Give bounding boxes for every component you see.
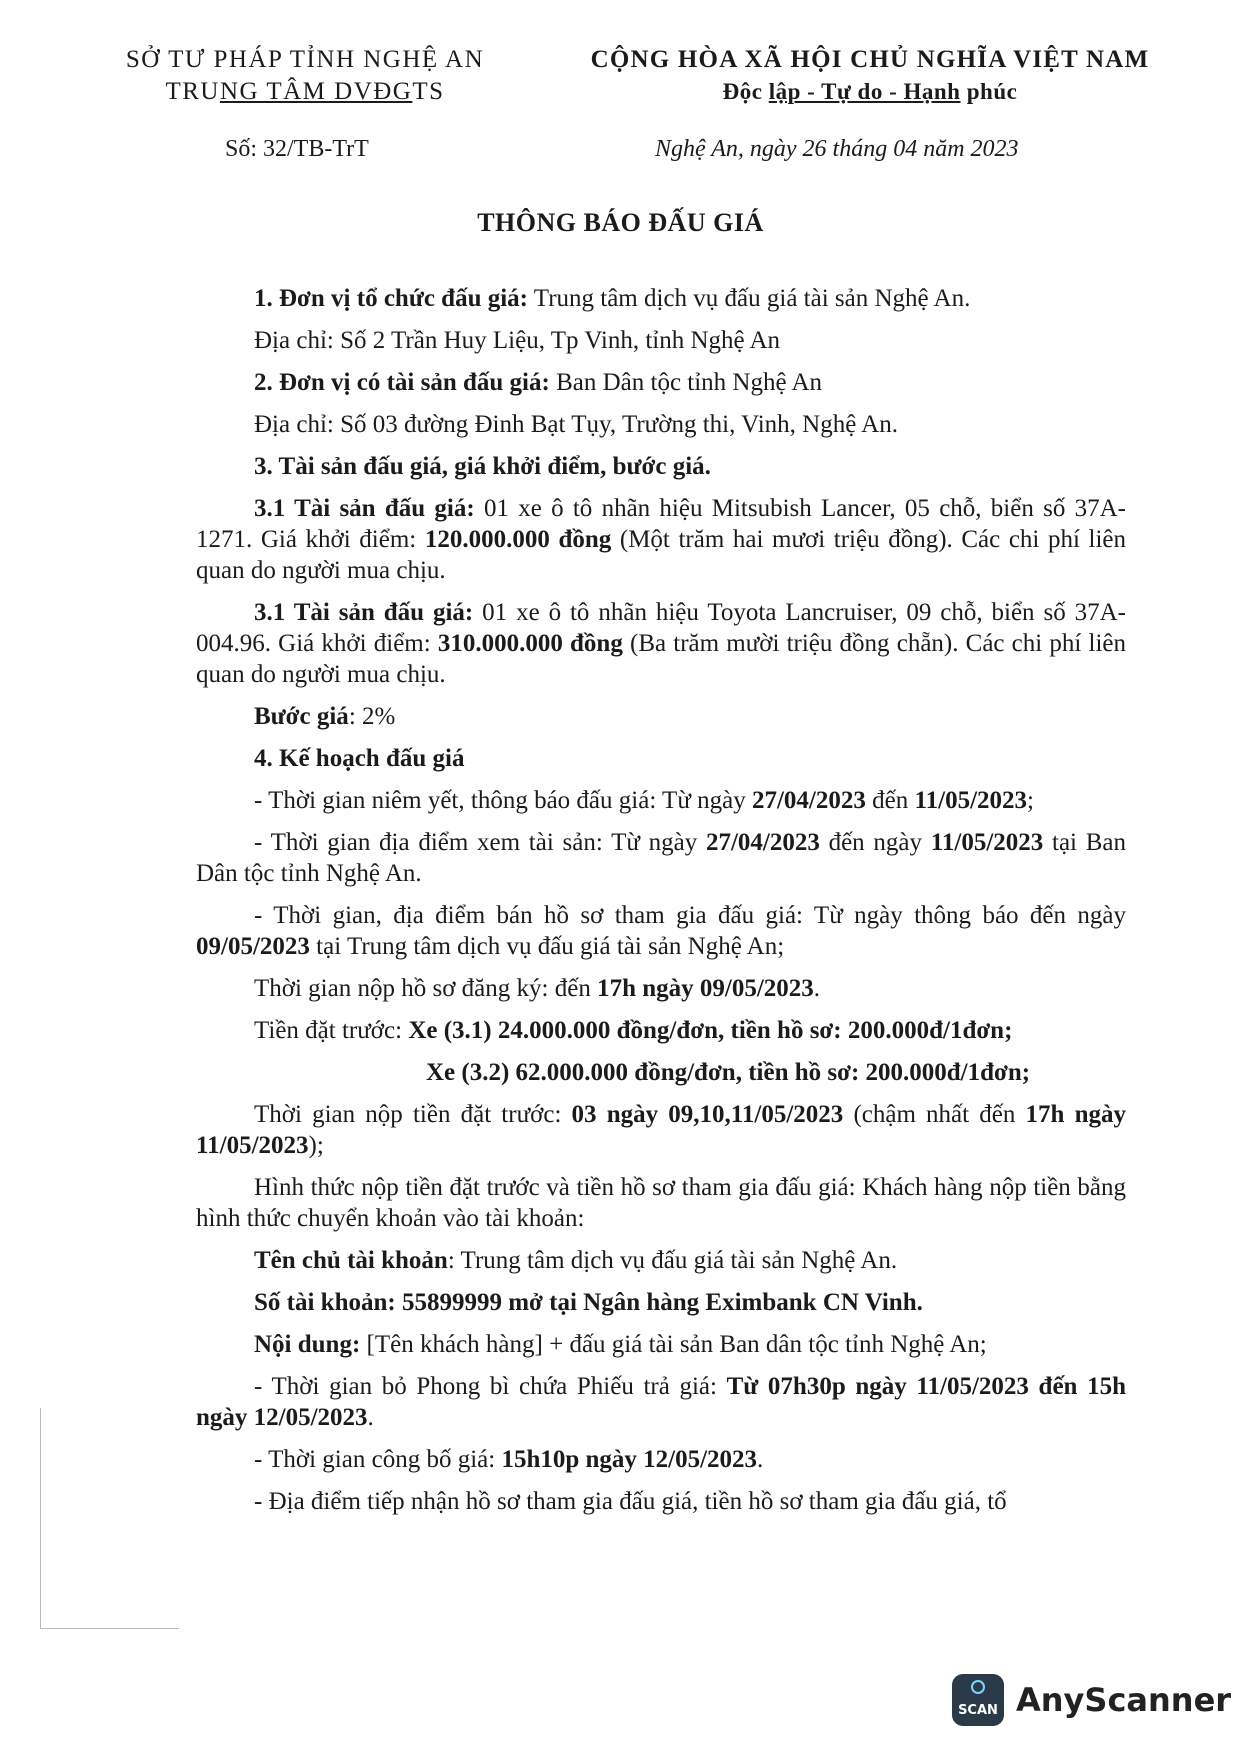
asset-1-text: 01 xe ô tô nhãn hiệu Mitsubish Lancer, 05 chỗ, biển số 37A-1271. Giá khởi điểm: <box>196 495 1126 553</box>
asset-1-label: 3.1 Tài sản đấu giá: <box>254 495 475 522</box>
header-left <box>110 44 500 108</box>
transfer-content-value: [Tên khách hàng] + đấu giá tài sản Ban dân tộc tỉnh Nghệ An; <box>360 1331 987 1358</box>
department-name: SỞ TƯ PHÁP TỈNH NGHỆ AN <box>125 46 485 73</box>
asset-2-rest: (Ba trăm mười triệu đồng chẵn). Các chi phí liên quan do người mua chịu. <box>196 630 1126 688</box>
asset-1 <box>196 493 1126 586</box>
section-4-heading: 4. Kế hoạch đấu giá <box>254 745 465 772</box>
center-name-part: TRU <box>165 78 220 105</box>
plan-text: đến <box>865 787 915 814</box>
motto-part: phúc <box>960 79 1018 104</box>
asset-1-rest: (Một trăm hai mươi triệu đồng). Các chi phí liên quan do người mua chịu. <box>196 526 1127 584</box>
section-3-heading: 3. Tài sản đấu giá, giá khởi điểm, bước giá. <box>254 453 711 480</box>
motto-part: Độc <box>722 79 769 104</box>
plan-date: Từ 07h30p ngày 11/05/2023 đến 15h ngày 12/05/2023 <box>196 1373 1126 1431</box>
account-holder-value: : Trung tâm dịch vụ đấu giá tài sản Nghệ An. <box>447 1247 898 1274</box>
plan-text: ); <box>308 1132 324 1159</box>
plan-date: 15h10p ngày 12/05/2023 <box>501 1446 758 1473</box>
plan-text: . <box>813 975 821 1002</box>
national-motto <box>575 76 1165 108</box>
plan-registration-deadline <box>196 973 1126 1004</box>
plan-text: - Thời gian công bố giá: <box>254 1446 502 1473</box>
plan-date: 11/05/2023 <box>930 829 1044 856</box>
scan-app-icon-text: SCAN <box>958 1703 998 1718</box>
plan-date: 09/05/2023 <box>196 933 310 960</box>
plan-viewing-time <box>196 827 1126 889</box>
plan-text: - Thời gian bỏ Phong bì chứa Phiếu trả giá: <box>254 1373 727 1400</box>
plan-deposit-2: Xe (3.2) 62.000.000 đồng/đơn, tiền hồ sơ: 200.000đ/1đơn; <box>426 1059 1031 1086</box>
plan-envelope-time <box>196 1371 1126 1433</box>
section-1-text: Trung tâm dịch vụ đấu giá tài sản Nghệ An. <box>528 285 971 312</box>
asset-2-text: 01 xe ô tô nhãn hiệu Toyota Lancruiser, 09 chỗ, biển số 37A-004.96. Giá khởi điểm: <box>196 599 1126 657</box>
plan-text: Tiền đặt trước: <box>254 1017 409 1044</box>
anyscanner-watermark <box>952 1672 1231 1728</box>
plan-text: . <box>367 1404 374 1431</box>
section-2 <box>196 367 1126 398</box>
price-step <box>196 701 1126 732</box>
scan-app-name: AnyScanner <box>1016 1681 1232 1719</box>
section-2-label: 2. Đơn vị có tài sản đấu giá: <box>254 369 550 396</box>
section-2-address: Địa chỉ: Số 03 đường Đinh Bạt Tụy, Trường thi, Vinh, Nghệ An. <box>254 411 898 438</box>
plan-text: . <box>757 1446 764 1473</box>
plan-date: 03 ngày 09,10,11/05/2023 <box>571 1101 844 1128</box>
plan-text: - Thời gian, địa điểm bán hồ sơ tham gia đấu giá: Từ ngày thông báo đến ngày <box>254 902 1126 929</box>
price-step-value: : 2% <box>348 703 396 730</box>
scan-edge-line <box>40 1408 179 1629</box>
plan-date: 17h ngày 09/05/2023 <box>597 975 814 1002</box>
center-name-underlined: NG TÂM DVĐG <box>219 78 413 105</box>
account-holder <box>196 1245 1126 1276</box>
plan-dossier-sale <box>196 900 1126 962</box>
asset-2-label: 3.1 Tài sản đấu giá: <box>254 599 474 626</box>
plan-date: 17h ngày 11/05/2023 <box>196 1101 1126 1159</box>
plan-location: - Địa điểm tiếp nhận hồ sơ tham gia đấu giá, tiền hồ sơ tham gia đấu giá, tổ <box>254 1488 1007 1515</box>
document-number: Số: 32/TB-TrT <box>225 136 369 162</box>
plan-text: tại Trung tâm dịch vụ đấu giá tài sản Nghệ An; <box>309 933 785 960</box>
motto-underlined: lập - Tự do - Hạnh <box>768 79 961 104</box>
plan-text: Thời gian nộp hồ sơ đăng ký: đến <box>254 975 598 1002</box>
plan-deposit-time <box>196 1099 1126 1161</box>
transfer-content-label: Nội dung: <box>254 1331 361 1358</box>
section-1-address: Địa chỉ: Số 2 Trần Huy Liệu, Tp Vinh, tỉnh Nghệ An <box>254 327 781 354</box>
header-right <box>575 44 1165 108</box>
center-name-part: TS <box>412 78 445 105</box>
document-title: THÔNG BÁO ĐẤU GIÁ <box>477 208 764 237</box>
plan-date: 11/05/2023 <box>914 787 1028 814</box>
plan-text: ; <box>1027 787 1034 814</box>
account-number: Số tài khoản: 55899999 mở tại Ngân hàng Eximbank CN Vinh. <box>254 1289 923 1316</box>
asset-2-price: 310.000.000 đồng <box>437 630 623 657</box>
plan-date: 27/04/2023 <box>751 787 866 814</box>
plan-payment-method: Hình thức nộp tiền đặt trước và tiền hồ sơ tham gia đấu giá: Khách hàng nộp tiền bằng hình thức chuyển khoản vào tài khoản: <box>196 1174 1126 1232</box>
asset-2 <box>196 597 1126 690</box>
deposit-amount-1: Xe (3.1) 24.000.000 đồng/đơn, tiền hồ sơ: 200.000đ/1đơn; <box>408 1017 1013 1044</box>
scan-app-icon-dot <box>971 1680 985 1694</box>
section-2-text: Ban Dân tộc tỉnh Nghệ An <box>549 369 823 396</box>
national-title: CỘNG HÒA XÃ HỘI CHỦ NGHĨA VIỆT NAM <box>590 46 1150 73</box>
scan-app-icon <box>952 1674 1004 1726</box>
plan-date: 27/04/2023 <box>705 829 820 856</box>
plan-text: tại Ban Dân tộc tỉnh Nghệ An. <box>196 829 1126 887</box>
asset-1-price: 120.000.000 đồng <box>424 526 612 553</box>
plan-text: - Thời gian niêm yết, thông báo đấu giá: Từ ngày <box>254 787 752 814</box>
price-step-label: Bước giá <box>254 703 349 730</box>
document-body <box>196 283 1126 1528</box>
section-1-label: 1. Đơn vị tổ chức đấu giá: <box>254 285 528 312</box>
plan-announce-time <box>196 1444 1126 1475</box>
plan-text: đến ngày <box>819 829 931 856</box>
plan-text: (chậm nhất đến <box>843 1101 1026 1128</box>
section-1 <box>196 283 1126 314</box>
account-holder-label: Tên chủ tài khoản <box>254 1247 448 1274</box>
transfer-content <box>196 1329 1126 1360</box>
place-date: Nghệ An, ngày 26 tháng 04 năm 2023 <box>655 136 1019 162</box>
center-name <box>110 76 500 108</box>
plan-listing-time <box>196 785 1126 816</box>
plan-text: - Thời gian địa điểm xem tài sản: Từ ngày <box>254 829 706 856</box>
plan-deposit-1 <box>196 1015 1126 1046</box>
plan-text: Thời gian nộp tiền đặt trước: <box>254 1101 572 1128</box>
